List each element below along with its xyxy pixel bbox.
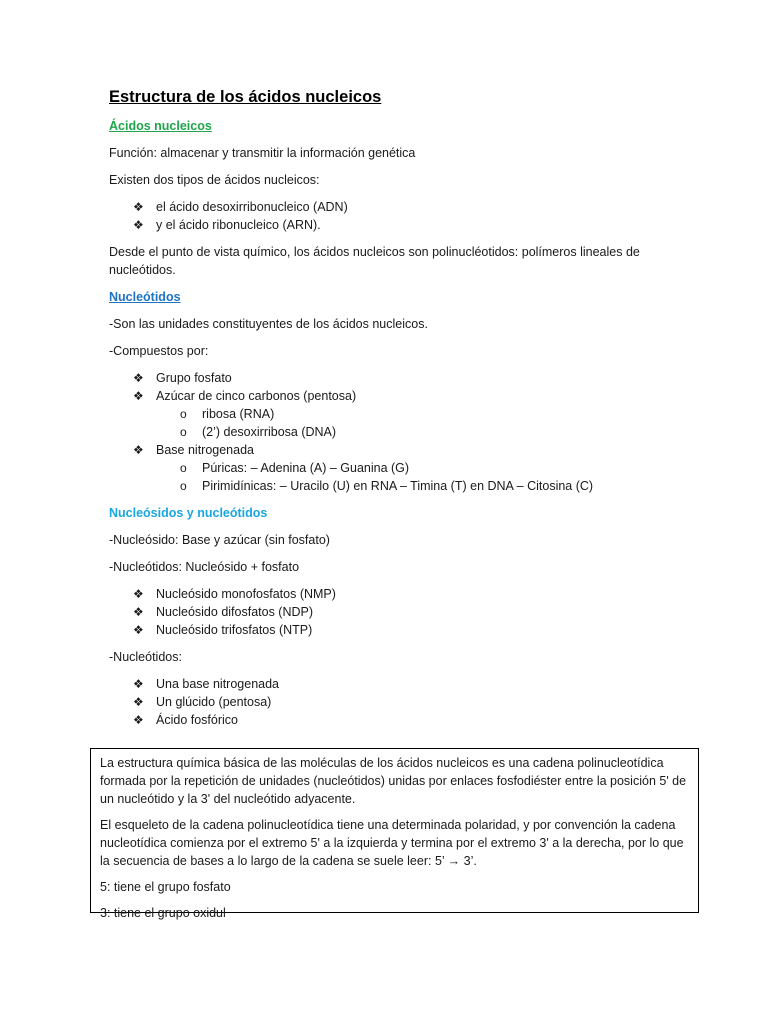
list-types [109, 198, 669, 234]
list-item-text: Una base nitrogenada [156, 677, 280, 691]
diamond-bullet-icon: ❖ [133, 218, 144, 232]
paragraph-existen: Existen dos tipos de ácidos nucleicos: [109, 173, 320, 187]
circle-bullet-icon: o [180, 461, 187, 475]
list-item [109, 585, 669, 603]
box-paragraph-3: 3: tiene el grupo oxidul [100, 906, 226, 920]
list-item [109, 198, 669, 216]
diamond-bullet-icon: ❖ [133, 371, 144, 385]
list-item [109, 369, 669, 387]
section-heading-nucleosidos: Nucleósidos y nucleótidos [109, 506, 268, 520]
sublist-item [156, 423, 669, 441]
sublist-item-text: ribosa (RNA) [202, 407, 275, 421]
paragraph-compuestos: -Compuestos por: [109, 344, 209, 358]
paragraph-funcion: Función: almacenar y transmitir la información genética [109, 146, 416, 160]
sublist-item-text: (2’) desoxirribosa (DNA) [202, 425, 337, 439]
box-paragraph-5: 5: tiene el grupo fosfato [100, 880, 231, 894]
sublist-item [156, 477, 669, 495]
list-item-text: el ácido desoxirribonucleico (ADN) [156, 200, 348, 214]
circle-bullet-icon: o [180, 425, 187, 439]
box-paragraph-esqueleto: El esqueleto de la cadena polinucleotídica tiene una determinada polaridad, y por convención la cadena nucleotídica comienza por el extremo 5' a la izquierda y termina por el extremo 3' a la derecha, por lo que la secuencia de bases a lo largo de la cadena se suele leer: 5’ → 3’. [100, 818, 684, 868]
list-components [109, 369, 669, 495]
section-heading-acidos: Ácidos nucleicos [109, 119, 212, 133]
list-item-text: Azúcar de cinco carbonos (pentosa) [156, 389, 357, 403]
list-item [109, 216, 669, 234]
sublist-item [156, 459, 669, 477]
circle-bullet-icon: o [180, 407, 187, 421]
diamond-bullet-icon: ❖ [133, 443, 144, 457]
list-phosphates [109, 585, 669, 639]
list-item-text: Grupo fosfato [156, 371, 232, 385]
document-body [109, 86, 669, 738]
paragraph-nucleotidos: -Nucleótidos: Nucleósido + fosfato [109, 560, 300, 574]
diamond-bullet-icon: ❖ [133, 695, 144, 709]
list-item-text: Un glúcido (pentosa) [156, 695, 272, 709]
diamond-bullet-icon: ❖ [133, 587, 144, 601]
page-title: Estructura de los ácidos nucleicos [109, 88, 382, 106]
list-item-text: y el ácido ribonucleico (ARN). [156, 218, 321, 232]
diamond-bullet-icon: ❖ [133, 623, 144, 637]
info-box [90, 748, 699, 920]
diamond-bullet-icon: ❖ [133, 200, 144, 214]
box-paragraph-estructura: La estructura química básica de las moléculas de los ácidos nucleicos es una cadena polinucleotídica formada por la repetición de unidades (nucleótidos) unidas por enlaces fosfodiéster entre la posición 5' de un nucleótido y la 3' del nucleótido adyacente. [100, 756, 687, 806]
diamond-bullet-icon: ❖ [133, 389, 144, 403]
paragraph-desde: Desde el punto de vista químico, los ácidos nucleicos son polinucléotidos: polímeros lineales de nucleótidos. [109, 245, 640, 277]
list-item [109, 675, 669, 693]
circle-bullet-icon: o [180, 479, 187, 493]
list-item-text: Ácido fosfórico [156, 713, 238, 727]
list-item [109, 621, 669, 639]
section-heading-nucleotidos: Nucleótidos [109, 290, 181, 304]
paragraph-unidades: -Son las unidades constituyentes de los ácidos nucleicos. [109, 317, 428, 331]
list-item-text: Base nitrogenada [156, 443, 254, 457]
sublist-base [156, 459, 669, 495]
list-parts [109, 675, 669, 729]
list-item [109, 603, 669, 621]
list-item-text: Nucleósido trifosfatos (NTP) [156, 623, 313, 637]
list-item-text: Nucleósido difosfatos (NDP) [156, 605, 314, 619]
sublist-azucar [156, 405, 669, 441]
sublist-item-text: Púricas: – Adenina (A) – Guanina (G) [202, 461, 410, 475]
list-item [109, 693, 669, 711]
diamond-bullet-icon: ❖ [133, 677, 144, 691]
paragraph-nucleotidos-2: -Nucleótidos: [109, 650, 182, 664]
sublist-item-text: Pirimidínicas: – Uracilo (U) en RNA – Timina (T) en DNA – Citosina (C) [202, 479, 594, 493]
list-item-text: Nucleósido monofosfatos (NMP) [156, 587, 336, 601]
diamond-bullet-icon: ❖ [133, 713, 144, 727]
diamond-bullet-icon: ❖ [133, 605, 144, 619]
list-item [109, 711, 669, 729]
list-item [109, 441, 669, 495]
paragraph-nucleosido: -Nucleósido: Base y azúcar (sin fosfato) [109, 533, 330, 547]
sublist-item [156, 405, 669, 423]
list-item [109, 387, 669, 441]
